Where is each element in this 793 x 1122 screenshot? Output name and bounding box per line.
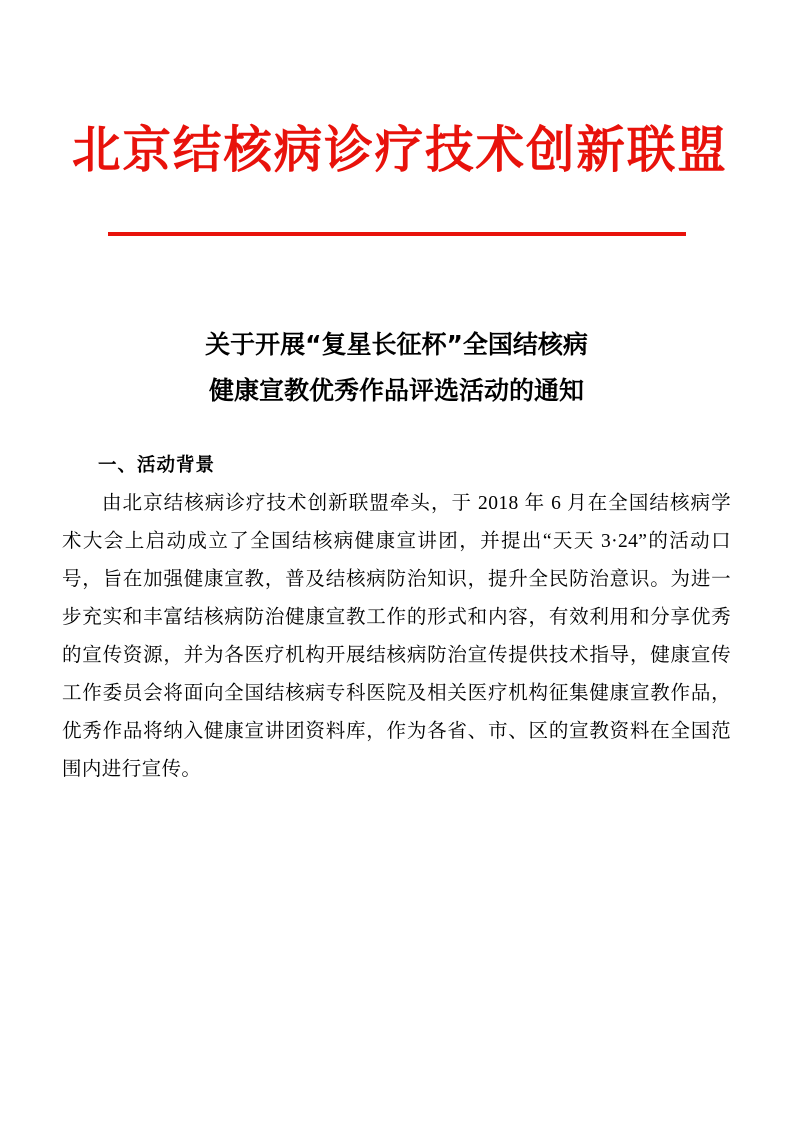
letterhead-organization-name: 北京结核病诊疗技术创新联盟 — [72, 121, 728, 179]
letterhead — [62, 0, 731, 236]
letterhead-divider — [108, 232, 686, 236]
section-heading-background: 一、活动背景 — [98, 455, 216, 476]
document-title-line-1: 关于开展“复星长征杯”全国结核病 — [205, 329, 588, 359]
document-title-line-2: 健康宣教优秀作品评选活动的通知 — [208, 375, 584, 405]
document-title — [62, 322, 731, 415]
section-paragraph-background: 由北京结核病诊疗技术创新联盟牵头，于 2018 年 6 月在全国结核病学术大会上启动成立了全国结核病健康宣讲团，并提出“天天 3·24”的活动口号，旨在加强健康宣教，普及结核病防治知识，提升全民防治意识。为进一步充实和丰富结核病防治健康宣教工作的形式和内容，有效利用和分享优秀的宣传资源，并为各医疗机构开展结核病防治宣传提供技术指导，健康宣传工作委员会将面向全国结核病专科医院及相关医疗机构征集健康宣教作品，优秀作品将纳入健康宣讲团资料库，作为各省、市、区的宣教资料在全国范围内进行宣传。 — [62, 493, 731, 781]
document-body — [62, 448, 731, 789]
